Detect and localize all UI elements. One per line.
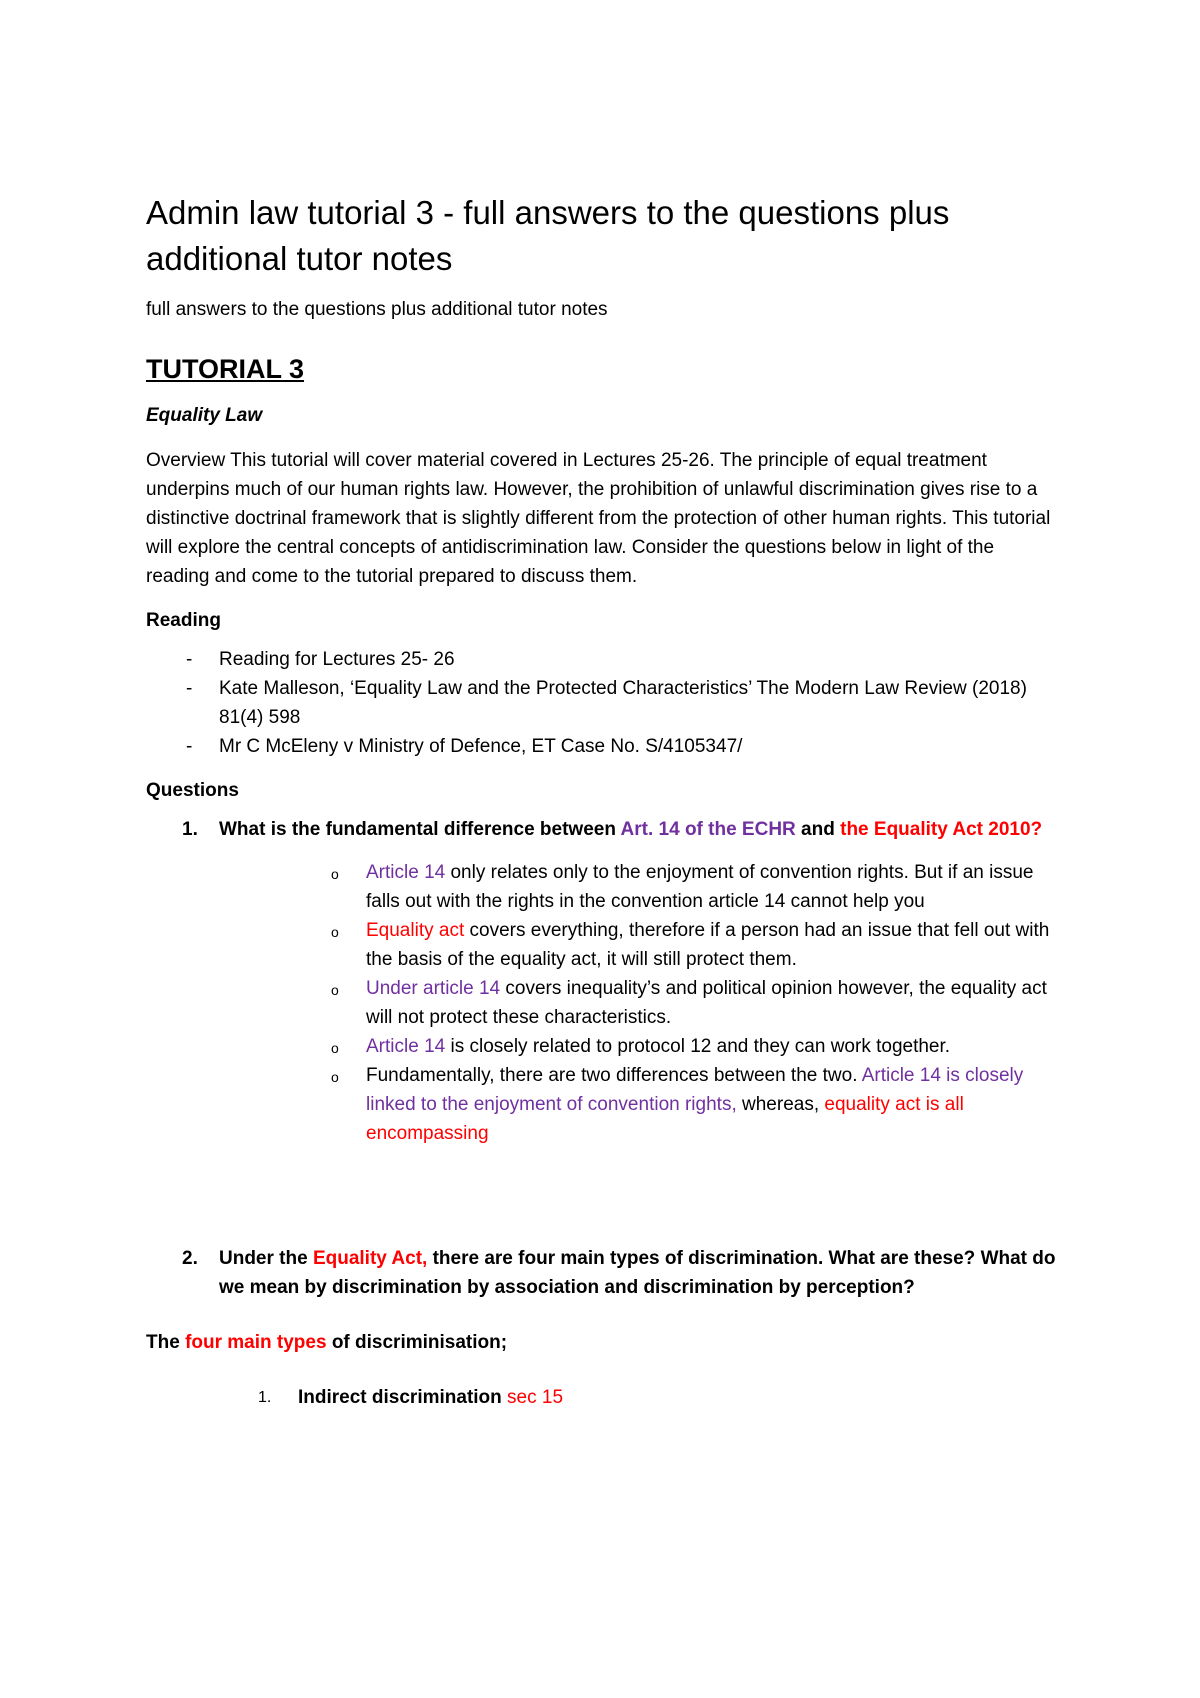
- overview-paragraph: Overview This tutorial will cover material covered in Lectures 25-26. The principle of equal treatment underpins much of our human rights law. However, the prohibition of unlawful discrimination gives rise to a distinctive doctrinal framework that is slightly different from the protection of other human rights. This tutorial will explore the central concepts of antidiscrimination law. Consider the questions below in light of the reading and come to the tutorial prepared to discuss them.: [146, 450, 1051, 587]
- question-list: [146, 815, 1060, 1302]
- art14-ref: Art. 14 of the ECHR: [620, 819, 796, 840]
- equality-act-ref: the Equality Act 2010?: [840, 819, 1043, 840]
- answer-item: o Article 14 is closely related to protocol 12 and they can work together.: [331, 1036, 951, 1057]
- reading-list: [146, 645, 1060, 761]
- reading-item: - Mr C McEleny v Ministry of Defence, ET Case No. S/4105347/: [186, 736, 743, 757]
- answer-item: o Fundamentally, there are two differences between the two. Article 14 is closely linked to the enjoyment of convention rights, whereas, equality act is all encompassing: [331, 1065, 1024, 1144]
- q1-answer-list: [219, 858, 1060, 1148]
- topic-heading: Equality Law: [146, 405, 263, 426]
- answer-item: o Equality act covers everything, therefore if a person had an issue that fell out with the basis of the equality act, it will still protect them.: [331, 920, 1050, 970]
- answer-item: o Article 14 only relates only to the enjoyment of convention rights. But if an issue falls out with the rights in the convention article 14 cannot help you: [331, 862, 1034, 912]
- types-list: [146, 1383, 1060, 1412]
- question-1: 1. What is the fundamental difference between Art. 14 of the ECHR and the Equality Act 2010? o Article 14 only relates only to the enjoyment of convention rights. But if an issue falls out with the rights in the convention article 14 cannot help you o Equality act covers everything, therefore if a person had an issue that fell out with the basis of the equality act, it will still protect them. o Under article 14 covers inequality’s and political opinion however, the equality act will not protect these characteristics. o Article 14 is closely related to protocol 12 and they can work together. o Fundamentally, there are two differences between the two. Article 14 is closely linked to the enjoyment of convention rights, whereas, equality act is all encompassing: [146, 815, 1060, 1148]
- type-item: 1. Indirect discrimination sec 15: [258, 1387, 564, 1408]
- types-label: The four main types of discriminisation;: [146, 1332, 508, 1353]
- tutorial-heading: TUTORIAL 3: [146, 354, 305, 384]
- reading-label: Reading: [146, 610, 221, 631]
- answer-item: o Under article 14 covers inequality’s and political opinion however, the equality act will not protect these characteristics.: [331, 978, 1047, 1028]
- question-2: 2. Under the Equality Act, there are four main types of discrimination. What are these? What do we mean by discrimination by association and discrimination by perception?: [182, 1248, 1056, 1298]
- document-subtitle: full answers to the questions plus additional tutor notes: [146, 299, 608, 320]
- equality-act-ref: Equality Act,: [312, 1248, 428, 1269]
- reading-item: - Reading for Lectures 25- 26: [186, 649, 455, 670]
- questions-label: Questions: [146, 780, 239, 801]
- reading-item: - Kate Malleson, ‘Equality Law and the Protected Characteristics’ The Modern Law Review (2018) 81(4) 598: [186, 678, 1027, 728]
- document-title: Admin law tutorial 3 - full answers to the questions plus additional tutor notes: [146, 194, 950, 277]
